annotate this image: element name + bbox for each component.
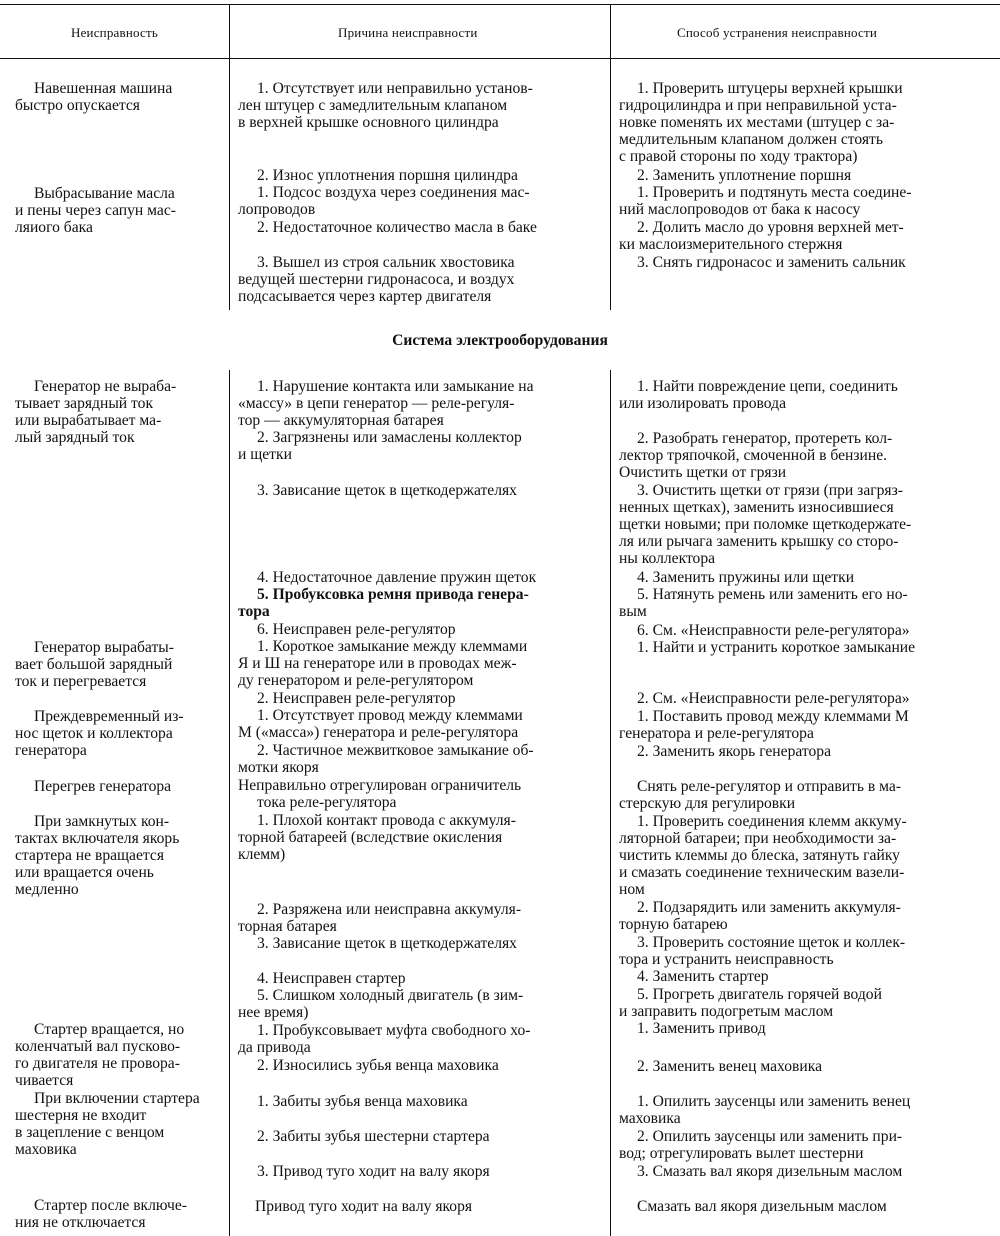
cause-cell: 3. Привод туго ходит на валу якоря (257, 1163, 490, 1180)
remedy-cell: щетки новыми; при поломке щеткодержате- (619, 516, 912, 533)
fault-cell: тактах включателя якорь (15, 830, 180, 847)
fault-cell: стартера не вращается (15, 847, 164, 864)
fault-cell: При включении стартера (34, 1090, 200, 1107)
cause-cell: торной батареей (вследствие окисления (238, 829, 503, 846)
remedy-cell: и смазать соединение техническим вазели- (619, 864, 905, 881)
remedy-cell: генератора и реле-регулятора (619, 725, 814, 742)
remedy-cell: ном (619, 881, 645, 898)
fault-cell: чивается (15, 1072, 74, 1089)
cause-cell: ведущей шестерни гидронасоса, и воздух (238, 271, 515, 288)
cause-cell: и щетки (238, 446, 292, 463)
remedy-cell: 2. Разобрать генератор, протереть кол- (637, 430, 893, 447)
fault-cell: При замкнутых кон- (34, 813, 170, 830)
remedy-cell: 1. Найти и устранить короткое замыкание (637, 639, 916, 656)
remedy-cell: Снять реле-регулятор и отправить в ма- (637, 778, 902, 795)
remedy-cell: 5. Натянуть ремень или заменить его но- (637, 586, 908, 603)
cause-cell: 6. Неисправен реле-регулятор (257, 621, 456, 638)
remedy-cell: маховика (619, 1110, 681, 1127)
remedy-cell: 2. Заменить уплотнение поршня (637, 167, 852, 184)
remedy-cell: Очистить щетки от грязи (619, 464, 787, 481)
remedy-cell: 4. Заменить стартер (637, 968, 769, 985)
cause-cell: 1. Отсутствует или неправильно установ- (257, 80, 533, 97)
cause-cell: тор — аккумуляторная батарея (238, 412, 444, 429)
cause-cell: лен штуцер с замедлительным клапаном (238, 97, 508, 114)
remedy-cell: торную батарею (619, 916, 728, 933)
column-divider-right (610, 5, 611, 58)
cause-cell: подсасывается через картер двигателя (238, 288, 492, 305)
cause-cell: 4. Недостаточное давление пружин щеток (257, 569, 537, 586)
cause-cell: 3. Зависание щеток в щеткодержателях (257, 935, 517, 952)
fault-cell: генератора (15, 742, 87, 759)
fault-cell: ния не отключается (15, 1214, 146, 1231)
cause-cell: Неправильно отрегулирован ограничитель (238, 777, 522, 794)
fault-cell: Преждевременный из- (34, 708, 184, 725)
remedy-cell: ненных щетках), заменить износившиеся (619, 499, 894, 516)
remedy-cell: 2. Заменить венец маховика (637, 1058, 822, 1075)
column-divider-right (610, 370, 611, 1236)
remedy-cell: 6. См. «Неисправности реле-регулятора» (637, 622, 910, 639)
remedy-cell: 2. Подзарядить или заменить аккумуля- (637, 899, 901, 916)
cause-cell: лопроводов (238, 201, 316, 218)
cause-cell: клемм) (238, 846, 286, 863)
fault-cell: вает большой зарядный (15, 656, 173, 673)
remedy-cell: вод; отрегулировать вылет шестерни (619, 1145, 864, 1162)
cause-cell: 1. Отсутствует провод между клеммами (257, 707, 523, 724)
cause-cell: Привод туго ходит на валу якоря (255, 1198, 473, 1215)
fault-cell: Навешенная машина (34, 80, 173, 97)
remedy-cell: 1. Найти повреждение цепи, соединить (637, 378, 898, 395)
fault-cell: Генератор вырабаты- (34, 639, 174, 656)
fault-cell: нос щеток и коллектора (15, 725, 173, 742)
remedy-cell: 1. Проверить и подтянуть места соедине- (637, 184, 912, 201)
cause-cell: 5. Слишком холодный двигатель (в зим- (257, 987, 524, 1004)
fault-cell: или вращается очень (15, 864, 154, 881)
cause-cell: в верхней крышке основного цилиндра (238, 114, 499, 131)
cause-cell: 2. Недостаточное количество масла в баке (257, 219, 537, 236)
cause-cell: 2. Забиты зубья шестерни стартера (257, 1128, 490, 1145)
fault-cell: коленчатый вал пусково- (15, 1038, 181, 1055)
remedy-cell: гидроцилиндра и при неправильной уста- (619, 97, 897, 114)
column-divider-left (229, 5, 230, 58)
fault-cell: лый зарядный ток (15, 429, 135, 446)
remedy-cell: 3. Снять гидронасос и заменить сальник (637, 254, 906, 271)
cause-cell: 1. Пробуксовывает муфта свободного хо- (257, 1022, 531, 1039)
remedy-cell: 1. Проверить штуцеры верхней крышки (637, 80, 903, 97)
cause-cell: 2. Износились зубья венца маховика (257, 1057, 499, 1074)
cause-cell: да привода (238, 1039, 311, 1056)
remedy-cell: 3. Проверить состояние щеток и коллек- (637, 934, 906, 951)
fault-cell: Перегрев генератора (34, 778, 172, 795)
fault-cell: Стартер вращается, но (34, 1021, 185, 1038)
remedy-cell: 3. Очистить щетки от грязи (при загряз- (637, 482, 903, 499)
remedy-cell: ний маслопроводов от бака к насосу (619, 201, 861, 218)
cause-cell: 1. Короткое замыкание между клеммами (257, 638, 528, 655)
fault-cell: или вырабатывает ма- (15, 412, 162, 429)
remedy-cell: лектор тряпочкой, смоченной в бензине. (619, 447, 888, 464)
cause-cell: М («масса») генератора и реле-регулятора (238, 724, 519, 741)
remedy-cell: 2. См. «Неисправности реле-регулятора» (637, 690, 910, 707)
remedy-cell: ляторной батареи; при необходимости за- (619, 830, 897, 847)
fault-cell: маховика (15, 1141, 77, 1158)
cause-cell: 3. Вышел из строя сальник хвостовика (257, 254, 515, 271)
fault-cell: и пены через сапун мас- (15, 202, 176, 219)
remedy-cell: тора и устранить неисправность (619, 951, 834, 968)
remedy-cell: 2. Опилить заусенцы или заменить при- (637, 1128, 903, 1145)
cause-cell: 4. Неисправен стартер (257, 970, 406, 987)
cause-cell: 1. Забиты зубья венца маховика (257, 1093, 468, 1110)
fault-cell: Стартер после включе- (34, 1197, 187, 1214)
fault-cell: Выбрасывание масла (34, 185, 175, 202)
remedy-cell: чистить клеммы до блеска, затянуть гайку (619, 847, 900, 864)
remedy-cell: вым (619, 603, 647, 620)
column-header-remedy: Способ устранения неисправности (677, 25, 878, 40)
remedy-cell: с правой стороны по ходу трактора) (619, 148, 858, 165)
cause-cell: 1. Нарушение контакта или замыкание на (257, 378, 534, 395)
cause-cell: нее время) (238, 1004, 309, 1021)
cause-cell: 2. Износ уплотнения поршня цилиндра (257, 167, 518, 184)
cause-cell: Я и Ш на генераторе или в проводах меж- (238, 655, 517, 672)
fault-cell: Генератор не выраба- (34, 378, 177, 395)
fault-cell: тывает зарядный ток (15, 395, 154, 412)
fault-cell: в зацепление с венцом (15, 1124, 165, 1141)
cause-cell: мотки якоря (238, 759, 319, 776)
cause-cell: 2. Частичное межвитковое замыкание об- (257, 742, 534, 759)
cause-cell: 2. Неисправен реле-регулятор (257, 690, 456, 707)
remedy-cell: 3. Смазать вал якоря дизельным маслом (637, 1163, 903, 1180)
remedy-cell: стерскую для регулировки (619, 795, 796, 812)
fault-cell: быстро опускается (15, 97, 140, 114)
remedy-cell: 2. Долить масло до уровня верхней мет- (637, 219, 904, 236)
remedy-cell: Смазать вал якоря дизельным маслом (637, 1198, 887, 1215)
table-top-rule (0, 4, 1000, 5)
remedy-cell: 1. Поставить провод между клеммами М (637, 708, 909, 725)
remedy-cell: новке поменять их местами (штуцер с за- (619, 114, 895, 131)
cause-cell: ду генератором и реле-регулятором (238, 672, 474, 689)
cause-cell: 2. Загрязнены или замаслены коллектор (257, 429, 522, 446)
remedy-cell: 2. Заменить якорь генератора (637, 743, 832, 760)
remedy-cell: 1. Заменить привод (637, 1020, 766, 1037)
cause-cell: 2. Разряжена или неисправна аккумуля- (257, 901, 522, 918)
fault-cell: ляиого бака (15, 219, 93, 236)
cause-cell: торная батарея (238, 918, 337, 935)
cause-cell: тока реле-регулятора (257, 794, 397, 811)
column-header-fault: Неисправность (71, 25, 159, 40)
section-title: Система электрооборудования (392, 332, 608, 349)
fault-cell: медленно (15, 881, 79, 898)
remedy-cell: ны коллектора (619, 550, 716, 567)
remedy-cell: ки маслоизмерительного стержня (619, 236, 843, 253)
cause-cell: 1. Подсос воздуха через соединения мас- (257, 184, 530, 201)
header-bottom-rule (0, 58, 1000, 59)
fault-cell: го двигателя не проворa- (15, 1055, 180, 1072)
cause-cell: 3. Зависание щеток в щеткодержателях (257, 482, 517, 499)
column-header-cause: Причина неисправности (338, 25, 478, 40)
fault-cell: шестерня не входит (15, 1107, 147, 1124)
column-divider-left (229, 58, 230, 310)
cause-cell: 5. Пробуксовка ремня привода генера- (257, 586, 529, 603)
remedy-cell: медлительным клапаном должен стоять (619, 131, 883, 148)
remedy-cell: и заправить подогретым маслом (619, 1003, 834, 1020)
cause-cell: тора (238, 603, 270, 620)
column-divider-left (229, 370, 230, 1236)
remedy-cell: 5. Прогреть двигатель горячей водой (637, 986, 882, 1003)
cause-cell: «массу» в цепи генератор — реле-регуля- (238, 395, 515, 412)
cause-cell: 1. Плохой контакт провода с аккумуля- (257, 812, 516, 829)
fault-cell: ток и перегревается (15, 673, 147, 690)
remedy-cell: или изолировать провода (619, 395, 786, 412)
column-divider-right (610, 58, 611, 310)
remedy-cell: 4. Заменить пружины или щетки (637, 569, 855, 586)
remedy-cell: 1. Проверить соединения клемм аккуму- (637, 813, 907, 830)
remedy-cell: ля или рычага заменить крышку со сторо- (619, 533, 899, 550)
remedy-cell: 1. Опилить заусенцы или заменить венец (637, 1093, 911, 1110)
